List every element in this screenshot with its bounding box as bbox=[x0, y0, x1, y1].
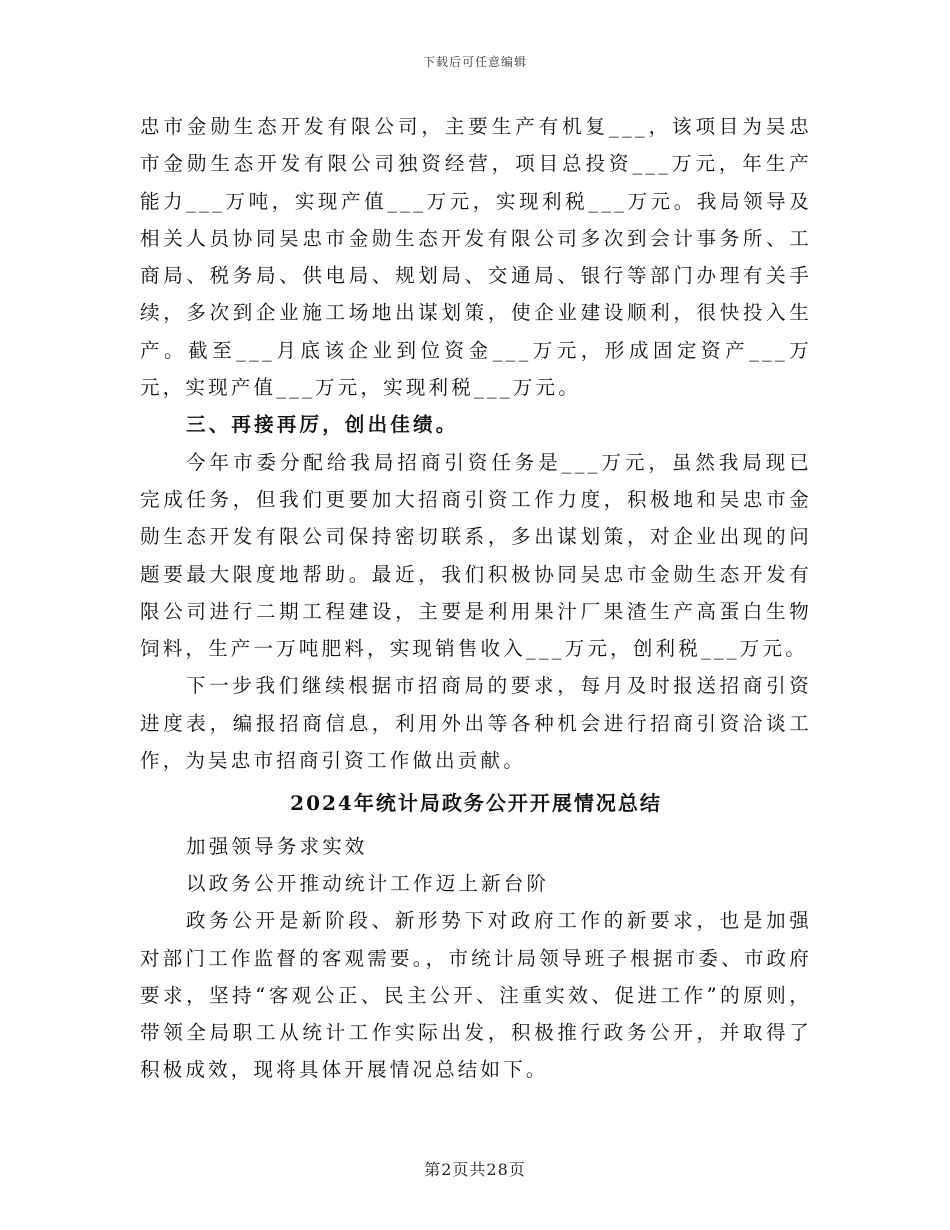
body-paragraph-3: 下一步我们继续根据市招商局的要求，每月及时报送招商引资进度表，编报招商信息，利用外出等各种机会进行招商引资洽谈工作，为吴忠市招商引资工作做出贡献。 bbox=[140, 674, 812, 773]
body-paragraph-4: 政务公开是新阶段、新形势下对政府工作的新要求，也是加强对部门工作监督的客观需要。，市统计局领导班子根据市委、市政府要求，坚持“客观公正、民主公开、注重实效、促进工作”的原则，带领全局职工从统计工作实际出发，积极推行政务公开，并取得了积极成效，现将具体开展情况总结如下。 bbox=[140, 909, 812, 1082]
document-body bbox=[140, 108, 812, 1089]
page-header-note: 下载后可任意编辑 bbox=[422, 55, 527, 69]
document-title: 2024年统计局政务公开开展情况总结 bbox=[290, 791, 662, 816]
subtitle-line-2: 以政务公开推动统计工作迈上新台阶 bbox=[186, 871, 550, 895]
subtitle-line-1: 加强领导务求实效 bbox=[186, 834, 368, 858]
body-paragraph-2: 今年市委分配给我局招商引资任务是___万元，虽然我局现已完成任务，但我们更要加大招商引资工作力度，积极地和吴忠市金勋生态开发有限公司保持密切联系，多出谋划策，对企业出现的问题要最大限度地帮助。最近，我们积极协同吴忠市金勋生态开发有限公司进行二期工程建设，主要是利用果汁厂果渣生产高蛋白生物饲料，生产一万吨肥料，实现销售收入___万元，创利税___万元。 bbox=[140, 450, 812, 661]
section-heading-3: 三、再接再厉，创出佳绩。 bbox=[186, 413, 459, 437]
body-paragraph-1: 忠市金勋生态开发有限公司，主要生产有机复___，该项目为吴忠市金勋生态开发有限公司独资经营，项目总投资___万元，年生产能力___万吨，实现产值___万元，实现利税___万元。我局领导及相关人员协同吴忠市金勋生态开发有限公司多次到会计事务所、工商局、税务局、供电局、规划局、交通局、银行等部门办理有关手续，多次到企业施工场地出谋划策，使企业建设顺利，很快投入生产。截至___月底该企业到位资金___万元，形成固定资产___万元，实现产值___万元，实现利税___万元。 bbox=[140, 115, 812, 400]
page-number: 第2页共28页 bbox=[424, 1160, 526, 1179]
